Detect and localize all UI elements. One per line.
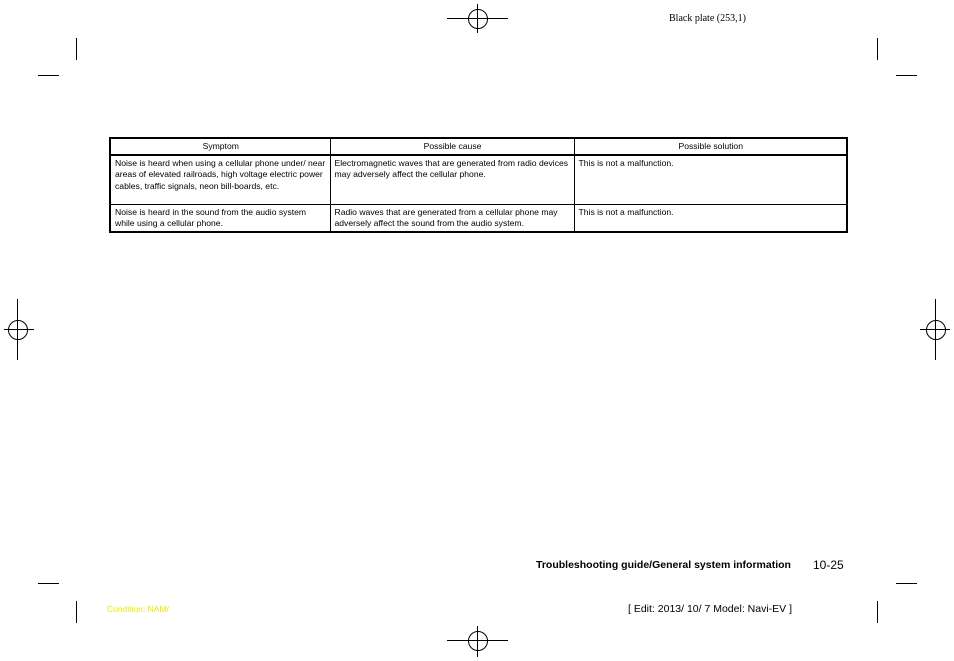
right-registration-circle: [926, 320, 946, 340]
table-header-row: [110, 138, 847, 155]
crop-mark-top-left-h: [38, 75, 59, 76]
edit-info: [ Edit: 2013/ 10/ 7 Model: Navi-EV ]: [628, 603, 793, 615]
bottom-registration-circle: [468, 631, 488, 651]
symptom-cell: Noise is heard when using a cellular phone under/ near areas of elevated railroads, high voltage electric power cables, traffic signals, neon bill-boards, etc.: [110, 155, 330, 205]
crop-mark-bottom-right-v: [877, 601, 878, 623]
crop-mark-bottom-left-v: [76, 601, 77, 623]
left-registration-circle: [8, 320, 28, 340]
crop-mark-bottom-right-h: [896, 583, 917, 584]
solution-cell: This is not a malfunction.: [574, 155, 847, 205]
top-registration-circle: [468, 9, 488, 29]
column-header-possible-solution: Possible solution: [574, 138, 847, 155]
symptom-cell: Noise is heard in the sound from the audio system while using a cellular phone.: [110, 204, 330, 232]
plate-label: Black plate (253,1): [669, 13, 746, 24]
table-row: [110, 204, 847, 232]
cause-cell: Radio waves that are generated from a cellular phone may adversely affect the sound from the audio system.: [330, 204, 574, 232]
column-header-symptom: Symptom: [110, 138, 330, 155]
column-header-possible-cause: Possible cause: [330, 138, 574, 155]
table-row: [110, 155, 847, 205]
section-title: Troubleshooting guide/General system information: [536, 559, 791, 571]
page-number: 10-25: [813, 558, 844, 572]
crop-mark-bottom-left-h: [38, 583, 59, 584]
condition-note: Condition: NAM/: [107, 604, 169, 614]
solution-cell: This is not a malfunction.: [574, 204, 847, 232]
crop-mark-top-left-v: [76, 38, 77, 60]
crop-mark-top-right-h: [896, 75, 917, 76]
cause-cell: Electromagnetic waves that are generated from radio devices may adversely affect the cellular phone.: [330, 155, 574, 205]
troubleshooting-table: [109, 137, 848, 233]
crop-mark-top-right-v: [877, 38, 878, 60]
